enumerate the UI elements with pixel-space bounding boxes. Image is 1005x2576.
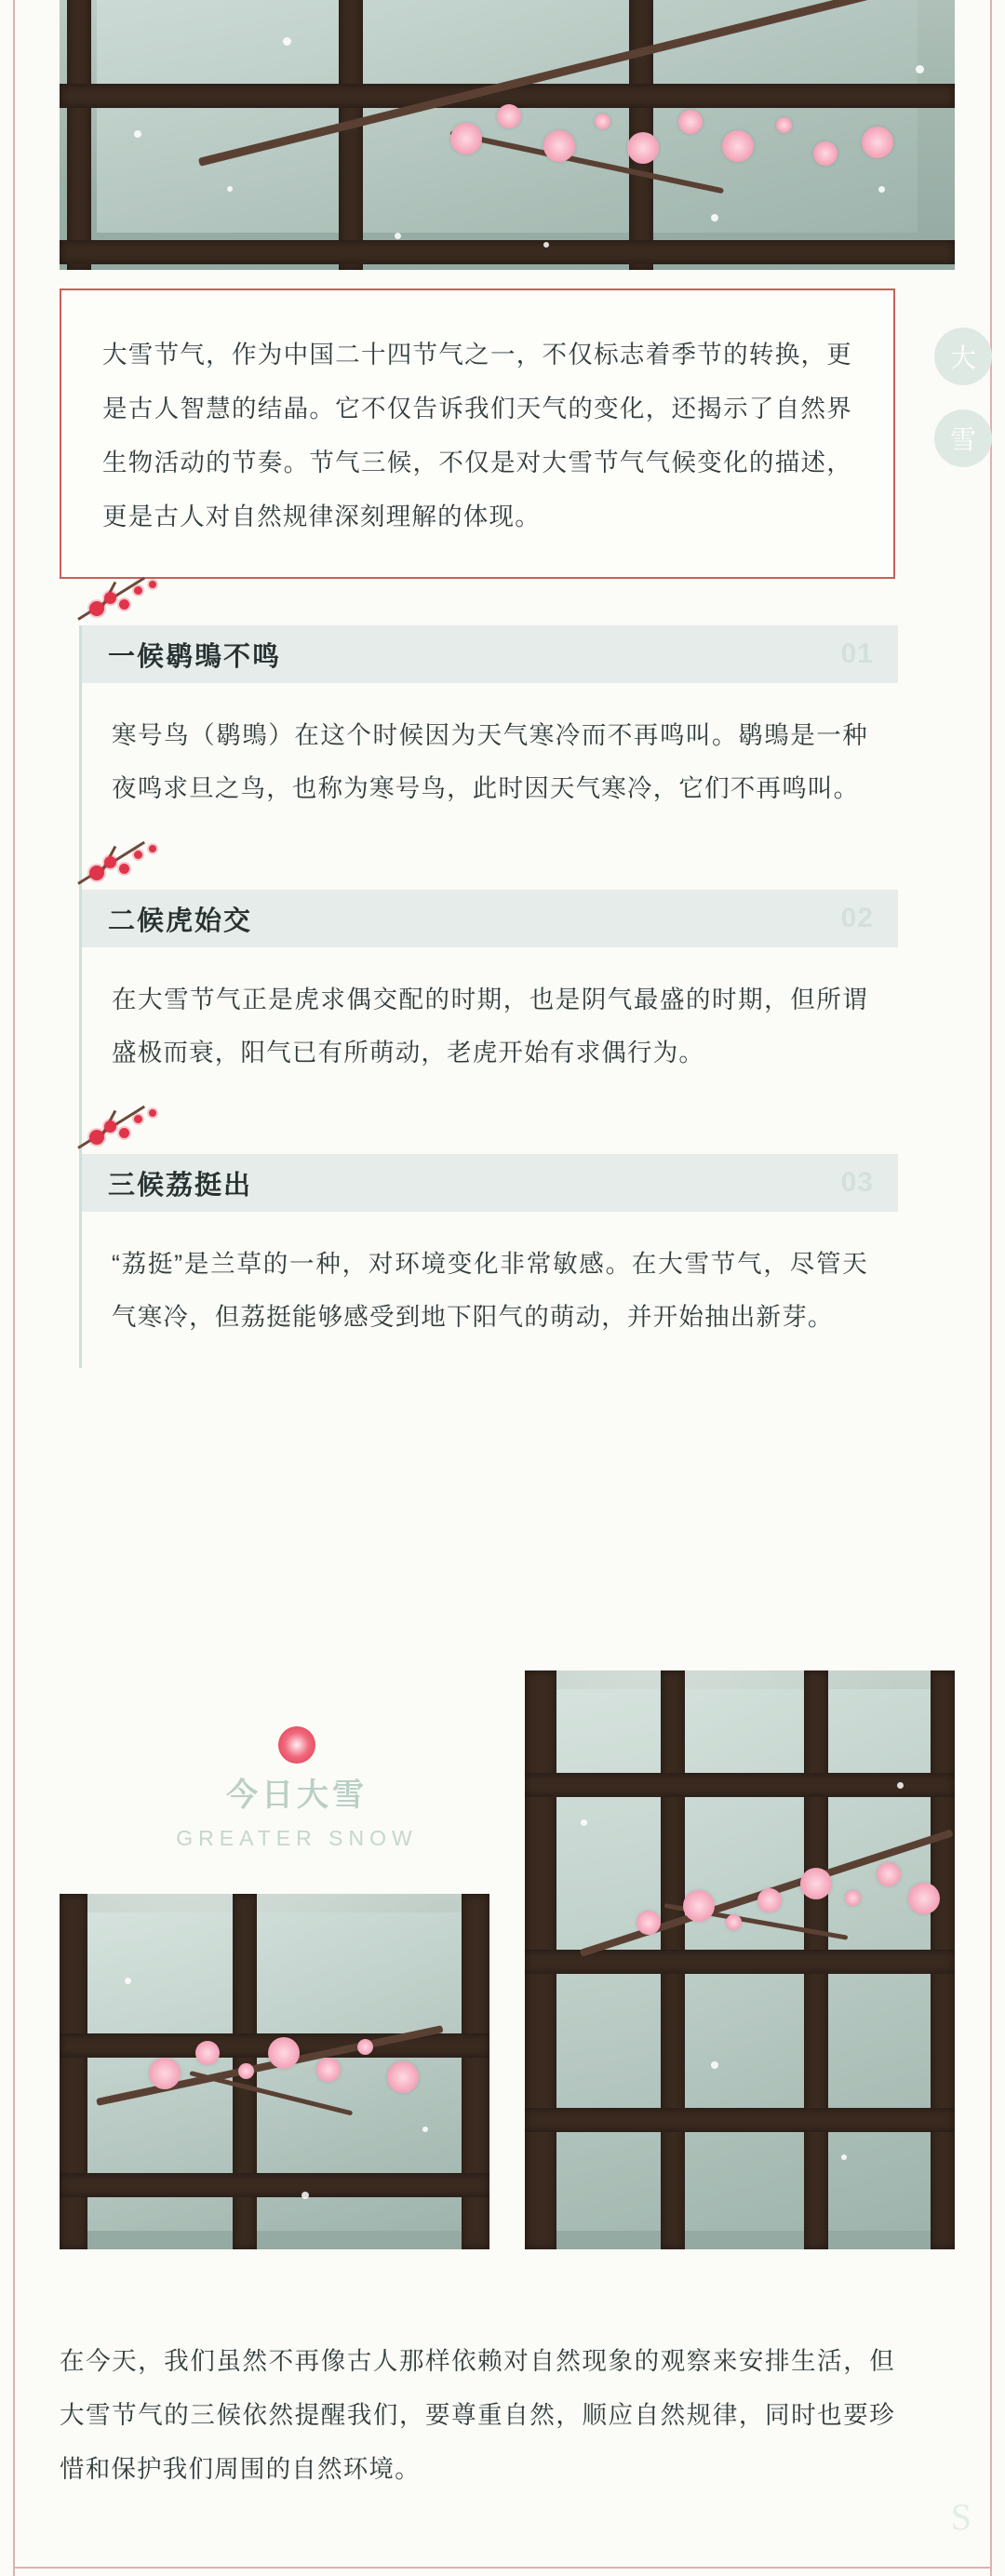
frame-border-left [13,0,15,2576]
section-body: 在大雪节气正是虎求偶交配的时期，也是阴气最盛的时期，但所谓盛极而衰，阳气已有所萌动，老虎开始有求偶行为。 [112,986,868,1067]
section-header-2 [82,890,898,947]
section-header-3 [82,1154,898,1212]
plum-blossom [627,132,659,164]
watermark: S [950,2496,972,2538]
plum-blossom [543,130,575,162]
seal-da: 大 [934,328,992,385]
plum-sprig-icon [73,841,184,897]
section-number: 02 [840,903,874,933]
section-list [79,625,898,1368]
plum-blossom [722,130,754,162]
gallery-photo-left [60,1894,489,2249]
closing-text: 在今天，我们虽然不再像古人那样依赖对自然现象的观察来安排生活，但大雪节气的三候依然提醒我们，要尊重自然，顺应自然规律，同时也要珍惜和保护我们周围的自然环境。 [60,2347,895,2483]
plum-flower-icon [278,1726,315,1764]
plum-blossom [862,127,893,158]
frame-border-bottom [13,2567,992,2569]
section-title: 二候虎始交 [108,906,253,936]
plum-blossom [450,123,482,154]
hero-photo [60,0,955,270]
section-title: 三候荔挺出 [108,1170,253,1201]
window-bar [67,0,91,270]
section-body: “荔挺”是兰草的一种，对环境变化非常敏感。在大雪节气，尽管天气寒冷，但荔挺能够感受到地下阳气的萌动，并开始抽出新芽。 [112,1250,868,1331]
section-item-2 [82,890,898,1089]
plum-sprig-icon [73,577,184,633]
plum-blossom [497,104,521,128]
section-body: 寒号鸟（鹖鴠）在这个时候因为天气寒冷而不再鸣叫。鹖鴠是一种夜鸣求旦之鸟，也称为寒号鸟，此时因天气寒冷，它们不再鸣叫。 [112,721,868,802]
section-item-3 [82,1154,898,1353]
today-block [143,1726,450,1851]
intro-text: 大雪节气，作为中国二十四节气之一，不仅标志着季节的转换，更是古人智慧的结晶。它不仅告诉我们天气的变化，还揭示了自然界生物活动的节奏。节气三候，不仅是对大雪节气气候变化的描述，更是古人对自然规律深刻理解的体现。 [102,341,852,530]
gallery [60,1670,955,2275]
section-title: 一候鹖鴠不鸣 [108,641,282,672]
plum-blossom [595,114,610,129]
section-number: 01 [840,638,874,669]
window-bar [339,0,363,270]
plum-blossom [678,110,703,134]
section-header-1 [82,625,898,683]
section-number: 03 [840,1167,874,1198]
seal-xue: 雪 [934,409,992,467]
today-title-cn: 今日大雪 [226,1778,368,1813]
plum-blossom [776,117,792,133]
photo-window-snow [60,0,955,270]
plum-blossom [813,141,838,166]
intro-box [60,288,895,579]
today-title-en: GREATER SNOW [176,1826,418,1850]
photo-window-snow [525,1670,955,2249]
gallery-photo-right [525,1670,955,2249]
section-item-1 [82,625,898,825]
photo-window-blossoms [60,1894,489,2249]
plum-sprig-icon [73,1106,184,1161]
frame-border-right [990,0,992,2576]
window-bar [60,240,955,264]
